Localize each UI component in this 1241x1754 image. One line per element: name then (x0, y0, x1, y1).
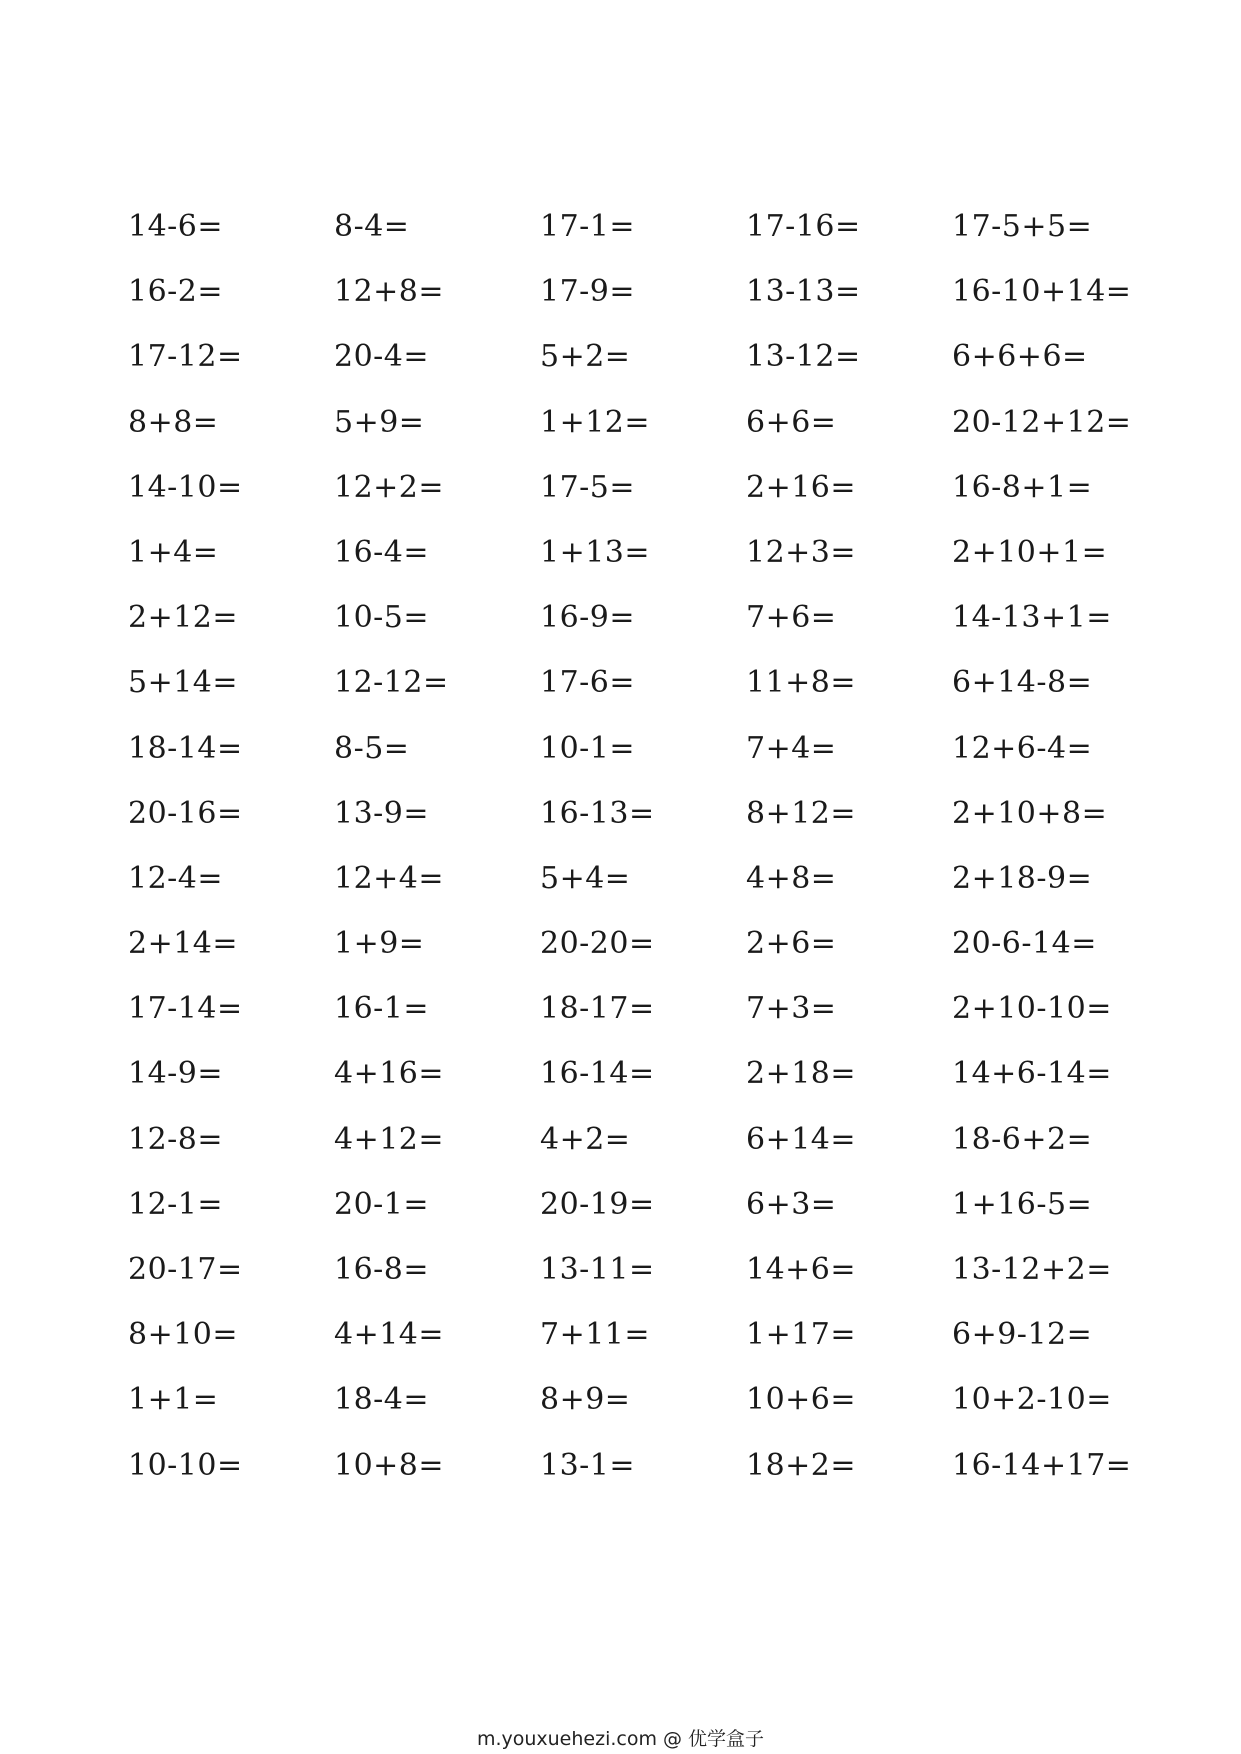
problem-cell: 1+4= (128, 534, 219, 570)
problem-cell: 14-9= (128, 1056, 224, 1092)
arithmetic-problem-grid (128, 209, 1168, 1516)
problem-cell: 7+11= (540, 1317, 651, 1353)
problem-cell: 20-1= (334, 1186, 430, 1222)
problem-cell: 1+9= (334, 926, 425, 962)
problem-cell: 7+4= (746, 730, 837, 766)
problem-cell: 18-6+2= (952, 1121, 1093, 1157)
problem-cell: 12-1= (128, 1186, 224, 1222)
problem-cell: 14+6-14= (952, 1056, 1112, 1092)
problem-cell: 6+6= (746, 404, 837, 440)
problem-cell: 2+6= (746, 926, 837, 962)
problem-cell: 2+12= (128, 600, 239, 636)
problem-cell: 17-5= (540, 469, 636, 505)
problem-cell: 13-9= (334, 795, 430, 831)
problem-cell: 8+10= (128, 1317, 239, 1353)
problem-cell: 8+12= (746, 795, 857, 831)
problem-cell: 10+2-10= (952, 1382, 1112, 1418)
problem-cell: 12+6-4= (952, 730, 1093, 766)
problem-cell: 20-6-14= (952, 926, 1097, 962)
problem-cell: 6+6+6= (952, 339, 1088, 375)
problem-cell: 20-19= (540, 1186, 655, 1222)
problem-cell: 4+14= (334, 1317, 445, 1353)
problem-cell: 2+18-9= (952, 860, 1093, 896)
problem-cell: 17-12= (128, 339, 243, 375)
problem-cell: 6+14-8= (952, 665, 1093, 701)
problem-cell: 18-17= (540, 991, 655, 1027)
problem-cell: 2+14= (128, 926, 239, 962)
problem-cell: 8-4= (334, 209, 410, 244)
problem-cell: 12+3= (746, 534, 857, 570)
problem-cell: 2+18= (746, 1056, 857, 1092)
problem-cell: 5+2= (540, 339, 631, 375)
problem-cell: 8+9= (540, 1382, 631, 1418)
problem-cell: 8+8= (128, 404, 219, 440)
problem-cell: 17-6= (540, 665, 636, 701)
problem-cell: 20-16= (128, 795, 243, 831)
problem-cell: 5+4= (540, 860, 631, 896)
problem-cell: 13-12+2= (952, 1252, 1112, 1287)
problem-cell: 16-9= (540, 600, 636, 636)
problem-cell: 20-17= (128, 1252, 243, 1287)
problem-cell: 18+2= (746, 1447, 857, 1483)
problem-cell: 4+12= (334, 1121, 445, 1157)
problem-cell: 17-5+5= (952, 209, 1093, 244)
problem-cell: 16-14+17= (952, 1447, 1132, 1483)
problem-cell: 2+16= (746, 469, 857, 505)
problem-cell: 10+6= (746, 1382, 857, 1418)
problem-cell: 1+16-5= (952, 1186, 1093, 1222)
problem-cell: 20-12+12= (952, 404, 1132, 440)
problem-cell: 18-4= (334, 1382, 430, 1418)
problem-cell: 12-4= (128, 860, 224, 896)
problem-cell: 6+9-12= (952, 1317, 1093, 1353)
problem-cell: 1+13= (540, 534, 651, 570)
problem-cell: 16-4= (334, 534, 430, 570)
problem-cell: 16-2= (128, 274, 224, 310)
problem-cell: 14+6= (746, 1252, 857, 1287)
problem-cell: 17-16= (746, 209, 861, 244)
problem-cell: 7+3= (746, 991, 837, 1027)
problem-cell: 16-14= (540, 1056, 655, 1092)
problem-cell: 13-12= (746, 339, 861, 375)
problem-cell: 10-10= (128, 1447, 243, 1483)
footer-watermark: m.youxuehezi.com @ 优学盒子 (476, 1728, 765, 1750)
problem-cell: 12-12= (334, 665, 449, 701)
problem-cell: 4+16= (334, 1056, 445, 1092)
problem-cell: 4+2= (540, 1121, 631, 1157)
problem-cell: 20-20= (540, 926, 655, 962)
problem-cell: 8-5= (334, 730, 410, 766)
problem-cell: 16-8+1= (952, 469, 1093, 505)
problem-cell: 16-10+14= (952, 274, 1132, 310)
problem-cell: 1+1= (128, 1382, 219, 1418)
problem-cell: 5+14= (128, 665, 239, 701)
problem-cell: 12+4= (334, 860, 445, 896)
problem-cell: 18-14= (128, 730, 243, 766)
problem-cell: 10-1= (540, 730, 636, 766)
problem-cell: 13-11= (540, 1252, 655, 1287)
problem-cell: 14-13+1= (952, 600, 1112, 636)
problem-cell: 1+17= (746, 1317, 857, 1353)
problem-cell: 6+14= (746, 1121, 857, 1157)
problem-cell: 5+9= (334, 404, 425, 440)
problem-cell: 13-1= (540, 1447, 636, 1483)
problem-cell: 6+3= (746, 1186, 837, 1222)
problem-cell: 12+8= (334, 274, 445, 310)
problem-cell: 12-8= (128, 1121, 224, 1157)
problem-cell: 7+6= (746, 600, 837, 636)
problem-cell: 2+10-10= (952, 991, 1112, 1027)
problem-cell: 2+10+8= (952, 795, 1108, 831)
problem-cell: 2+10+1= (952, 534, 1108, 570)
problem-cell: 14-10= (128, 469, 243, 505)
problem-cell: 17-9= (540, 274, 636, 310)
problem-cell: 16-13= (540, 795, 655, 831)
problem-cell: 20-4= (334, 339, 430, 375)
problem-cell: 16-8= (334, 1252, 430, 1287)
problem-cell: 13-13= (746, 274, 861, 310)
problem-cell: 16-1= (334, 991, 430, 1027)
problem-cell: 14-6= (128, 209, 224, 244)
problem-cell: 4+8= (746, 860, 837, 896)
problem-cell: 12+2= (334, 469, 445, 505)
problem-cell: 10-5= (334, 600, 430, 636)
problem-cell: 17-14= (128, 991, 243, 1027)
problem-cell: 1+12= (540, 404, 651, 440)
problem-cell: 10+8= (334, 1447, 445, 1483)
problem-cell: 11+8= (746, 665, 857, 701)
problem-cell: 17-1= (540, 209, 636, 244)
